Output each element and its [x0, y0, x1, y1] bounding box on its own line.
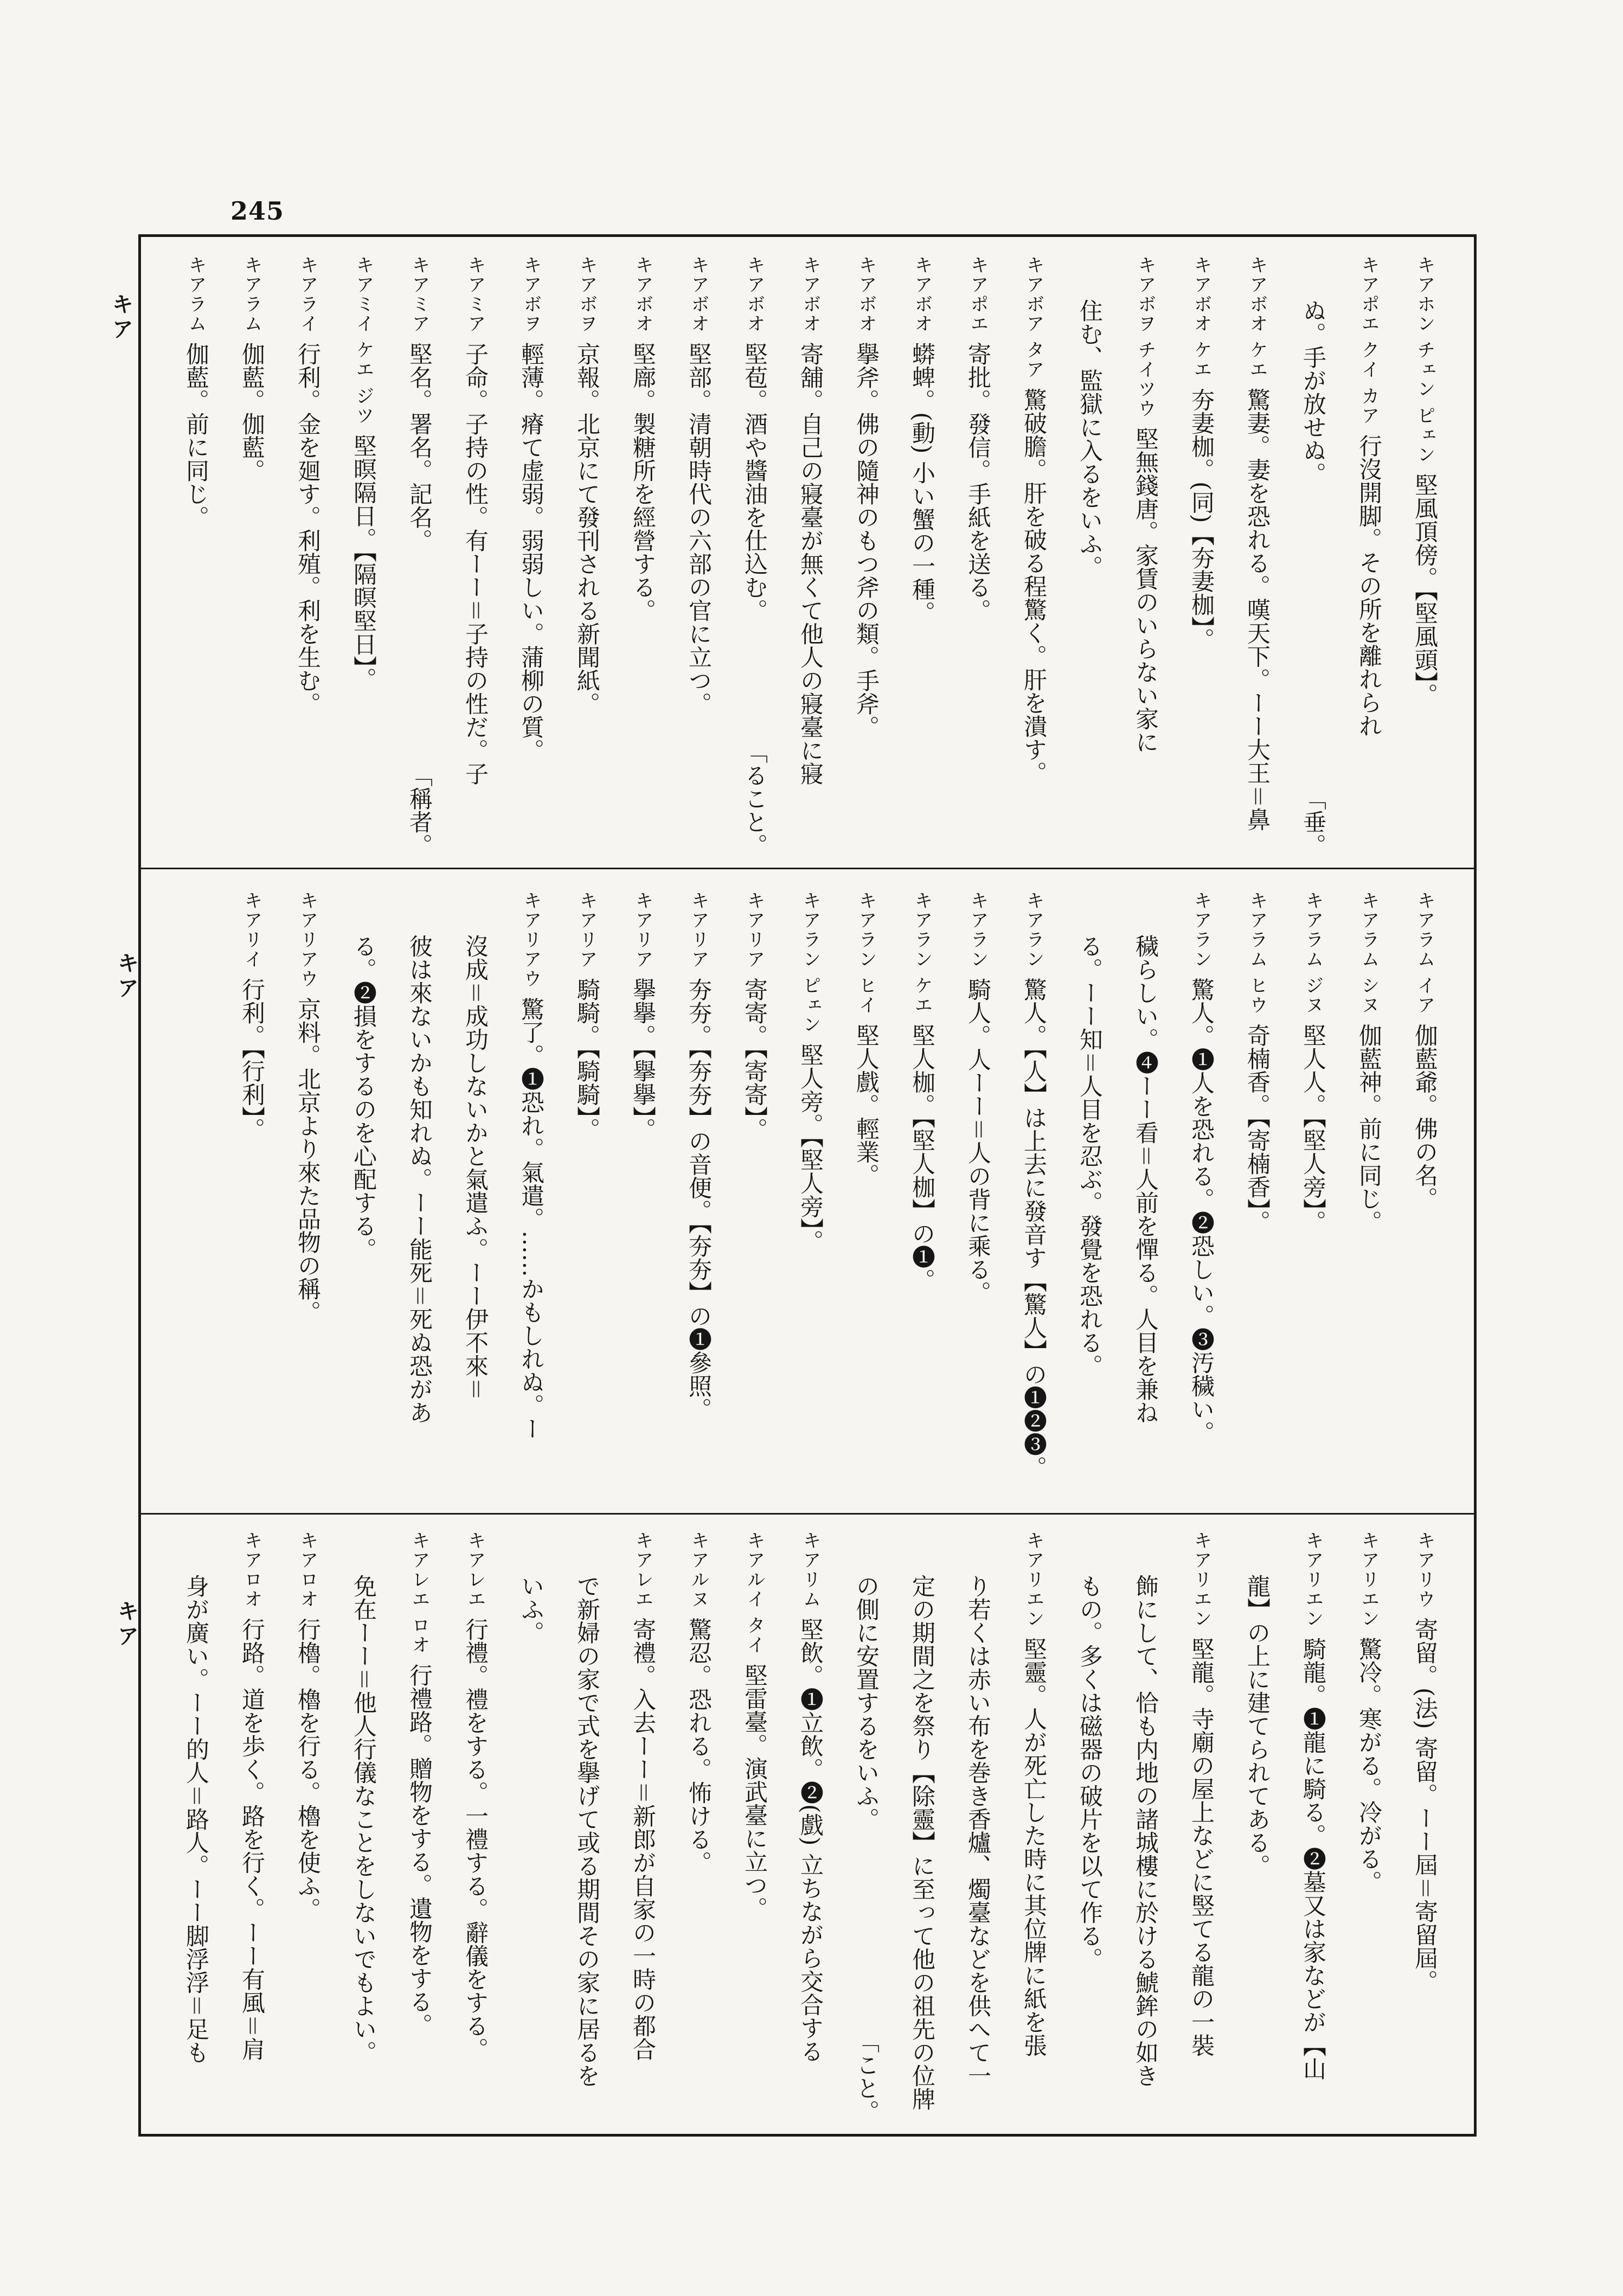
- entry-column: [894, 255, 950, 860]
- entry-reading: キアボヲ: [576, 255, 598, 334]
- entry-column: [391, 1531, 447, 2126]
- continuation-column: [1061, 1531, 1117, 2126]
- entry-reading: キアボオ: [855, 255, 877, 334]
- entry-column: [1005, 891, 1061, 1505]
- entry-definition: 驚妻。妻を恐れる。嘆天下。ーー大王＝鼻: [1243, 388, 1271, 831]
- entry-reading: キアリア: [632, 891, 653, 969]
- definition-continuation: り若くは赤い布を巻き香爐、燭臺などを供へて一: [964, 1574, 991, 2087]
- entry-reading: キアラン: [1190, 891, 1212, 969]
- entry-reading: キアラム シヌ: [1358, 891, 1380, 1015]
- entry-column: [279, 891, 335, 1505]
- entry-reading: キアラム: [241, 255, 262, 334]
- entry-column: [559, 891, 614, 1505]
- definition-continuation: 定の期間之を祭り【除靈】に至って他の祖先の位牌: [908, 1574, 935, 2111]
- entry-definition: 京報。北京にて發刊される新聞紙。: [573, 342, 600, 715]
- entry-reading: キアリエン: [1302, 1531, 1324, 1628]
- definition-continuation: 沒成＝成功しないかと氣遣ふ。ーー伊不來＝: [461, 934, 489, 1401]
- entry-definition: 擧斧。佛の隨神のもつ斧の類。手斧。: [852, 342, 880, 739]
- entry-definition: 夯夯。【夯夯】の音便。【夯夯】の❶參照。: [685, 978, 712, 1421]
- entry-reading: キアラン: [1023, 891, 1044, 969]
- overflow-text: 「こと。: [852, 2030, 880, 2123]
- entry-definition: 寄禮。入去ーー＝新郎が自家の一時の都合: [629, 1618, 656, 2061]
- definition-continuation: 住む、監獄に入るをいふ。: [1076, 299, 1103, 579]
- continuation-column: [335, 1531, 391, 2126]
- definition-continuation: で新婦の家で式を擧げて或る期間その家に居るを: [573, 1574, 600, 2087]
- entry-column: [894, 891, 950, 1505]
- dictionary-frame: [138, 234, 1477, 2137]
- entry-column: [1229, 255, 1285, 860]
- entry-definition: 輕薄。瘠て虚弱。弱弱しい。蒲柳の質。: [517, 342, 544, 762]
- entry-column: [1285, 1531, 1340, 2126]
- entry-column: [223, 1531, 279, 2126]
- continuation-column: [1117, 1531, 1173, 2126]
- entry-reading: キアレエ: [632, 1531, 653, 1609]
- continuation-column: [1061, 255, 1117, 860]
- entry-column: [614, 255, 670, 860]
- entry-reading: キアリア: [743, 891, 765, 969]
- entry-reading: キアラム ヒウ: [1246, 891, 1268, 1015]
- entry-definition: 夯妻枷。(同)【夯妻枷】。: [1188, 388, 1215, 651]
- entry-column: [1005, 1531, 1061, 2126]
- entry-reading: キアラン ヒイ: [855, 891, 877, 1015]
- overflow-text: 「稱者。: [406, 764, 433, 857]
- entry-column: [950, 255, 1005, 860]
- entry-definition: 堅人旁。【堅人旁】。: [797, 1043, 824, 1253]
- entry-definition: 驚了。❶恐れ。氣遣。……かもしれぬ。ー: [517, 997, 544, 1440]
- entry-definition: 寄批。發信。手紙を送る。: [964, 342, 991, 622]
- entry-reading: キアルイ タイ: [743, 1531, 765, 1655]
- entry-reading: キアルヌ: [688, 1531, 709, 1609]
- entry-reading: キアポエ クイ カア: [1358, 255, 1380, 426]
- entry-definition: 驚人。【人】は上去に發音す【驚人】の❶❷❸。: [1020, 978, 1047, 1479]
- entry-column: [1396, 891, 1452, 1505]
- entry-column: [223, 255, 279, 860]
- definition-continuation: ぬ。手が放せぬ。: [1299, 299, 1326, 485]
- entry-reading: キアボオ: [911, 255, 933, 334]
- entry-reading: キアラン ピェン: [799, 891, 821, 1035]
- entry-reading: キアリエン: [1358, 1531, 1380, 1628]
- overflow-text: 「ること。: [741, 740, 768, 857]
- entry-reading: キアリム: [799, 1531, 821, 1609]
- entry-column: [726, 1531, 782, 2126]
- entry-column: [782, 1531, 838, 2126]
- entry-reading: キアホン チェン ピェン: [1414, 255, 1435, 465]
- entry-definition: 堅暝隔日。【隔暝堅日】。: [350, 434, 377, 691]
- entry-column: [391, 255, 447, 860]
- entry-column: [1396, 1531, 1452, 2126]
- entry-definition: 行利。【行利】。: [238, 978, 265, 1141]
- entry-definition: 伽藍神。前に同じ。: [1355, 1023, 1382, 1234]
- definition-continuation: 身が廣い。ーー的人＝路人。ーー脚浮浮＝足も: [182, 1574, 209, 2064]
- definition-continuation: 彼は來ないかも知れぬ。ーー能死＝死ぬ恐があ: [406, 934, 433, 1424]
- entry-reading: キアポエ: [967, 255, 989, 334]
- definition-continuation: 飾にして、恰も内地の諸城樓に於ける鯱鉾の如き: [1132, 1574, 1159, 2087]
- continuation-column: [391, 891, 447, 1505]
- entry-column: [782, 255, 838, 860]
- entry-column: [1005, 255, 1061, 860]
- entry-definition: 騎人。人ーー＝人の背に乘る。: [964, 978, 991, 1304]
- continuation-column: [335, 891, 391, 1505]
- tier-3: [141, 1515, 1474, 2134]
- entry-reading: キアラン ケエ: [911, 891, 933, 1015]
- entry-column: [559, 255, 614, 860]
- entry-column: [782, 891, 838, 1505]
- overflow-text: 「垂。: [1299, 787, 1326, 857]
- entry-definition: 堅苞。酒や醬油を仕込む。: [741, 342, 768, 622]
- entry-definition: 騎騎。【騎騎】。: [573, 978, 600, 1141]
- entry-definition: 堅人人。【堅人旁】。: [1299, 1023, 1326, 1234]
- entry-reading: キアリアウ: [297, 891, 318, 989]
- entry-column: [335, 255, 391, 860]
- continuation-column: [838, 1531, 894, 2126]
- entry-column: [1173, 891, 1229, 1505]
- margin-index-label-1: キア: [108, 293, 133, 343]
- entry-reading: キアボオ: [799, 255, 821, 334]
- entry-column: [1340, 891, 1396, 1505]
- entry-column: [447, 255, 503, 860]
- entry-column: [1285, 891, 1340, 1505]
- entry-column: [503, 891, 559, 1505]
- page-number: 245: [230, 196, 285, 226]
- entry-reading: キアロオ: [297, 1531, 318, 1609]
- entry-definition: 寄舖。自己の寢臺が無くて他人の寢臺に寢: [797, 342, 824, 785]
- definition-continuation: 免在ーー＝他人行儀なことをしないでもよい。: [350, 1574, 377, 2064]
- entry-definition: 行禮路。贈物をする。遺物をする。: [406, 1663, 433, 2037]
- entry-definition: 騎龍。❶龍に騎る。❷墓又は家などが【山: [1299, 1637, 1326, 2080]
- entry-reading: キアミア: [408, 255, 430, 334]
- entry-reading: キアボオ ケエ: [1246, 255, 1268, 380]
- entry-column: [279, 1531, 335, 2126]
- entry-definition: 驚忍。恐れる。怖ける。: [685, 1618, 712, 1874]
- entry-reading: キアボオ: [743, 255, 765, 334]
- entry-column: [1340, 255, 1396, 860]
- continuation-column: [503, 1531, 559, 2126]
- entry-column: [168, 255, 223, 860]
- definition-continuation: る。❷損をするのを心配する。: [350, 934, 377, 1261]
- entry-reading: キアリウ: [1414, 1531, 1435, 1609]
- entry-definition: 行路。道を歩く。路を行く。ーー有風＝肩: [238, 1618, 265, 2061]
- entry-column: [838, 255, 894, 860]
- continuation-column: [1285, 255, 1340, 860]
- entry-definition: 堅靈。人が死亡した時に其位牌に紙を張: [1020, 1637, 1047, 2057]
- definition-continuation: の側に安置するをいふ。: [852, 1574, 880, 1831]
- entry-definition: 堅部。清朝時代の六部の官に立つ。: [685, 342, 712, 715]
- entry-column: [1117, 255, 1173, 860]
- tier-2: [141, 869, 1474, 1515]
- entry-reading: キアボオ: [632, 255, 653, 334]
- entry-column: [1340, 1531, 1396, 2126]
- entry-definition: 行利。金を廻す。利殖。利を生む。: [294, 342, 321, 715]
- entry-definition: 堅飲。❶立飲。❷(戲) 立ちながら交合する: [797, 1618, 824, 2063]
- definition-continuation: いふ。: [517, 1574, 544, 1644]
- entry-reading: キアボオ: [688, 255, 709, 334]
- entry-column: [726, 891, 782, 1505]
- tier-1: [141, 237, 1474, 869]
- entry-reading: キアリエン: [1023, 1531, 1044, 1628]
- entry-column: [279, 255, 335, 860]
- entry-definition: 堅人枷。【堅人枷】の❶。: [908, 1023, 935, 1292]
- entry-reading: キアリア: [688, 891, 709, 969]
- entry-column: [670, 255, 726, 860]
- entry-reading: キアラム イア: [1414, 891, 1435, 1015]
- entry-column: [614, 1531, 670, 2126]
- entry-definition: 伽藍。伽藍。: [238, 342, 265, 482]
- entry-definition: 驚冷。寒がる。冷がる。: [1355, 1637, 1382, 1894]
- entry-definition: 行禮。禮をする。一禮する。辭儀をする。: [461, 1618, 489, 2061]
- entry-definition: 驚人。❶人を恐れる。❷恐しい。❸汚穢い。: [1188, 978, 1215, 1444]
- entry-definition: 伽藍。前に同じ。: [182, 342, 209, 529]
- entry-reading: キアリイ: [241, 891, 262, 969]
- continuation-column: [168, 1531, 223, 2126]
- entry-column: [614, 891, 670, 1505]
- entry-column: [838, 891, 894, 1505]
- entry-definition: 行沒開脚。その所を離れられ: [1355, 434, 1382, 737]
- entry-definition: 堅風頂傍。【堅風頭】。: [1411, 473, 1438, 707]
- entry-definition: 堅名。署名。記名。: [406, 342, 433, 552]
- continuation-column: [1229, 1531, 1285, 2126]
- margin-index-label-3: キア: [114, 1600, 139, 1650]
- entry-definition: 寄留。(法) 寄留。ーー屆＝寄留屆。: [1411, 1618, 1438, 1993]
- entry-reading: キアリアウ: [520, 891, 542, 989]
- entry-definition: 驚破膽。肝を破る程驚く。肝を潰す。: [1020, 388, 1047, 785]
- margin-index-label-2: キア: [114, 952, 139, 1002]
- entry-reading: キアラム ジヌ: [1302, 891, 1324, 1015]
- entry-definition: 堅龍。寺廟の屋上などに竪てる龍の一裝: [1188, 1637, 1215, 2057]
- entry-definition: 行櫓。櫓を行る。櫓を使ふ。: [294, 1618, 321, 1921]
- entry-definition: 奇楠香。【寄楠香】。: [1243, 1023, 1271, 1234]
- continuation-column: [894, 1531, 950, 2126]
- entry-reading: キアレエ: [464, 1531, 486, 1609]
- entry-reading: キアレエ ロオ: [408, 1531, 430, 1655]
- entry-column: [1173, 255, 1229, 860]
- continuation-column: [447, 891, 503, 1505]
- definition-continuation: 穢らしい。❹ーー看＝人前を憚る。人目を兼ね: [1132, 934, 1159, 1424]
- entry-definition: 子命。子持の性。有ーー＝子持の性だ。子: [461, 342, 489, 785]
- continuation-column: [1117, 891, 1173, 1505]
- entry-reading: キアライ: [297, 255, 318, 334]
- entry-reading: キアボオ ケエ: [1190, 255, 1212, 380]
- entry-column: [950, 891, 1005, 1505]
- entry-definition: 寄寄。【寄寄】。: [741, 978, 768, 1141]
- entry-reading: キアロオ: [241, 1531, 262, 1609]
- entry-definition: 堅人戲。輕業。: [852, 1023, 880, 1187]
- entry-reading: キアラム: [185, 255, 207, 334]
- entry-definition: 蟒蜱。(動) 小い蟹の一種。: [908, 342, 935, 625]
- entry-reading: キアラン: [967, 891, 989, 969]
- entry-definition: 堅雷臺。演武臺に立つ。: [741, 1663, 768, 1920]
- entry-reading: キアボア タア: [1023, 255, 1044, 380]
- entry-reading: キアミア: [464, 255, 486, 334]
- entry-column: [1173, 1531, 1229, 2126]
- entry-column: [1229, 891, 1285, 1505]
- entry-definition: 堅廍。製糖所を經營する。: [629, 342, 656, 622]
- continuation-column: [950, 1531, 1005, 2126]
- entry-column: [670, 891, 726, 1505]
- definition-continuation: もの。多くは磁器の破片を以て作る。: [1076, 1574, 1103, 1971]
- entry-column: [503, 255, 559, 860]
- continuation-column: [559, 1531, 614, 2126]
- definition-continuation: る。ーー知＝人目を忍ぶ。發覺を恐れる。: [1076, 934, 1103, 1377]
- entry-column: [726, 255, 782, 860]
- entry-reading: キアリエン: [1190, 1531, 1212, 1628]
- entry-column: [447, 1531, 503, 2126]
- entry-column: [1396, 255, 1452, 860]
- entry-definition: 京料。北京より來た品物の稱。: [294, 997, 321, 1324]
- definition-continuation: 龍】の上に建てられてある。: [1243, 1574, 1271, 1877]
- entry-column: [223, 891, 279, 1505]
- entry-definition: 堅無錢唐。家賃のいらない家に: [1132, 427, 1159, 754]
- entry-definition: 擧擧。【擧擧】。: [629, 978, 656, 1141]
- entry-reading: キアリア: [576, 891, 598, 969]
- continuation-column: [1061, 891, 1117, 1505]
- entry-definition: 伽藍爺。佛の名。: [1411, 1023, 1438, 1210]
- entry-column: [670, 1531, 726, 2126]
- entry-reading: キアミイ ケエ ジツ: [352, 255, 374, 426]
- entry-reading: キアボヲ チイツウ: [1134, 255, 1156, 419]
- entry-reading: キアボヲ: [520, 255, 542, 334]
